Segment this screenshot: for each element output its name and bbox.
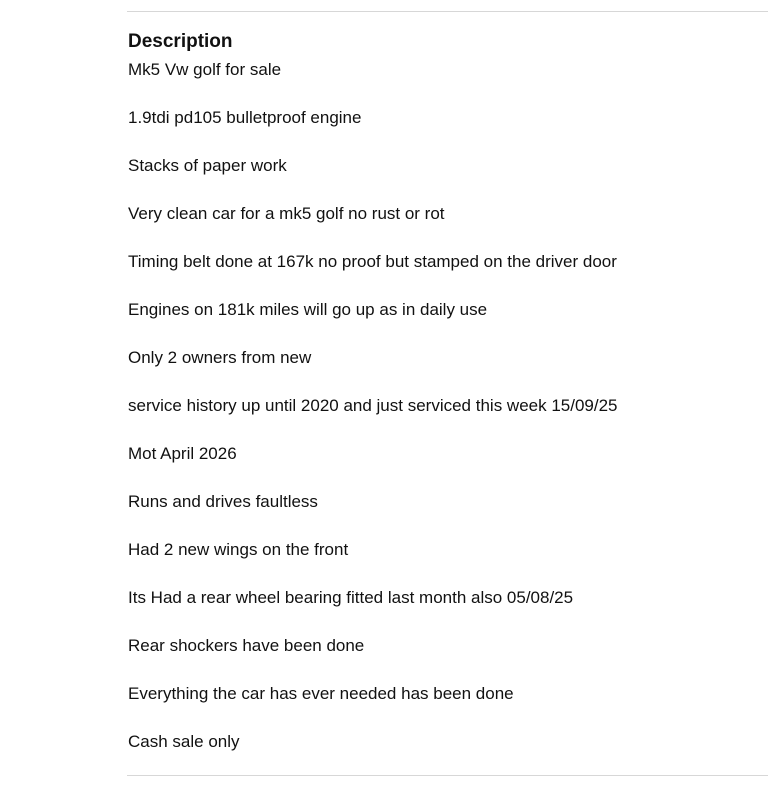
description-line: Cash sale only [128, 732, 240, 751]
description-line: Engines on 181k miles will go up as in daily use [128, 300, 488, 319]
description-line: Very clean car for a mk5 golf no rust or rot [128, 204, 445, 223]
description-line: Runs and drives faultless [128, 492, 318, 511]
description-line: Timing belt done at 167k no proof but stamped on the driver door [128, 252, 617, 271]
description-title: Description [128, 31, 233, 52]
description-line: Everything the car has ever needed has been done [128, 684, 514, 703]
description-line: service history up until 2020 and just serviced this week 15/09/25 [128, 396, 618, 415]
description-line: Stacks of paper work [128, 156, 287, 175]
description-line: Only 2 owners from new [128, 348, 312, 367]
description-section [128, 29, 748, 754]
description-line: Its Had a rear wheel bearing fitted last month also 05/08/25 [128, 588, 574, 607]
top-divider [127, 11, 768, 12]
description-line: 1.9tdi pd105 bulletproof engine [128, 108, 362, 127]
description-text [128, 58, 748, 754]
description-line: Mot April 2026 [128, 444, 237, 463]
description-line: Rear shockers have been done [128, 636, 365, 655]
description-line: Mk5 Vw golf for sale [128, 60, 282, 79]
description-line: Had 2 new wings on the front [128, 540, 349, 559]
bottom-divider [127, 775, 768, 776]
